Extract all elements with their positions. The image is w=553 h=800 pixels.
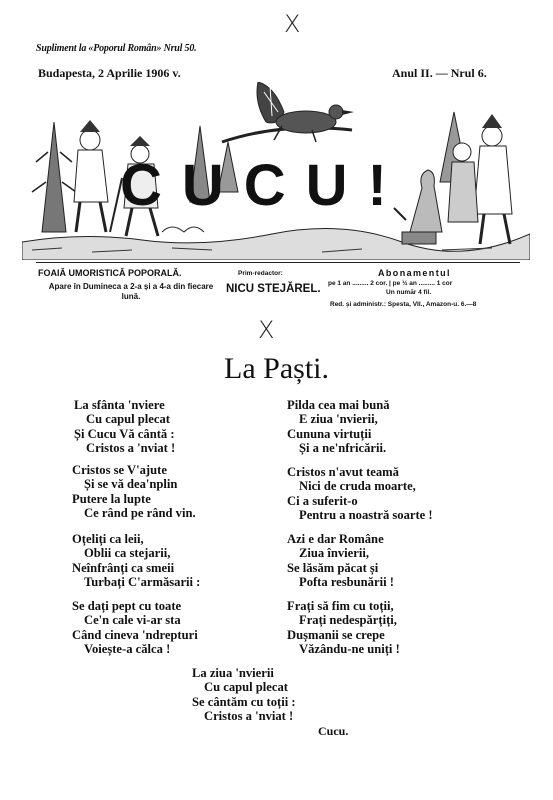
handwritten-x-mark-top: X: [284, 10, 301, 38]
single-issue-price: Un număr 4 fil.: [386, 289, 432, 296]
poem-line: Oblii ca stejarii,: [84, 546, 171, 561]
poem-line: Putere la lupte: [72, 491, 151, 506]
poem-line: Neînfrânți ca smeii: [72, 560, 175, 575]
poem-line: Văzându-ne uniți !: [299, 642, 400, 657]
cuckoo-bird-drawing: [222, 82, 354, 142]
right-stanza-4: [287, 599, 400, 657]
poem-line: Ziua învierii,: [299, 546, 369, 561]
tagline: FOAIĂ UMORISTICĂ POPORALĂ.: [38, 268, 182, 278]
masthead-title: CUCU!: [120, 153, 407, 218]
subscription-title: Abonamentul: [378, 268, 451, 278]
poem-line: Cununa virtuții: [287, 426, 372, 441]
poem-line: Cristos a 'nviat !: [86, 441, 176, 456]
issue-line: Anul II. — Nrul 6.: [392, 66, 487, 80]
poem-line: Turbați C'armăsarii :: [84, 575, 201, 590]
poem-line: Dușmanii se crepe: [287, 627, 385, 642]
editor-label: Prim-redactor:: [238, 270, 283, 277]
poem-line: Nici de cruda moarte,: [299, 479, 416, 494]
poem-signature: Cucu.: [318, 724, 349, 738]
poem-line: Și se vă dea'nplin: [84, 477, 178, 492]
poem-line: Pofta resbunării !: [299, 575, 394, 590]
poem-line: Și a ne'nfricării.: [299, 441, 387, 456]
poem-line: Se lăsăm păcat și: [287, 560, 379, 575]
poem-line: La sfânta 'nviere: [74, 398, 165, 412]
poem-line: Cu capul plecat: [86, 412, 170, 427]
editor-name: NICU STEJĂREL.: [226, 283, 321, 295]
poem-line: E ziua 'nvierii,: [299, 412, 378, 427]
editorial-address: Red. și administr.: Spesta, VII., Amazon-u. 6.—8: [330, 301, 477, 308]
poem-line: Voiește-a călca !: [84, 642, 171, 657]
right-stanza-3: [287, 532, 394, 590]
peasant-figures-right: [394, 112, 512, 244]
poem-title: La Paști.: [224, 352, 329, 385]
left-stanza-3: [72, 532, 200, 590]
poem-line: Cristos n'avut teamă: [287, 465, 399, 479]
poem-line: Se cântăm cu toții :: [192, 694, 296, 709]
poem-line: Pentru a noastră soarte !: [299, 508, 433, 523]
left-stanza-2: [72, 463, 196, 521]
poem-line: Cristos se V'ajute: [72, 463, 167, 477]
poem-line: Cristos a 'nviat !: [204, 709, 294, 724]
poem-line: Cu capul plecat: [204, 680, 288, 695]
publication-schedule: Apare în Dumineca a 2-a și a 4-a din fiecare lună.: [48, 282, 214, 301]
supplement-line: Supliment la «Poporul Român» Nrul 50.: [36, 43, 197, 54]
final-stanza: [192, 666, 296, 724]
left-stanza-1: [74, 398, 175, 456]
poem-line: Ci a suferit-o: [287, 493, 358, 508]
poem-line: Frați nedespărțiți,: [299, 613, 397, 628]
left-stanza-4: [72, 599, 198, 657]
poem-line: Ce rând pe rând vin.: [84, 506, 196, 521]
right-stanza-1: [287, 398, 390, 456]
poem-line: Se dați pept cu toate: [72, 599, 182, 613]
poem-line: Pilda cea mai bună: [287, 398, 390, 412]
right-stanza-2: [287, 465, 433, 523]
poem-line: Și Cucu Vă cântă :: [74, 426, 175, 441]
poem-line: Ce'n cale vi-ar sta: [84, 613, 181, 628]
masthead-rule: [36, 262, 520, 263]
poem-line: Frați să fim cu toții,: [287, 599, 394, 613]
handwritten-x-mark-middle: X: [258, 316, 275, 344]
poem-line: La ziua 'nvierii: [192, 666, 274, 680]
poem-line: Oțeliți ca leii,: [72, 532, 144, 546]
date-line: Budapesta, 2 Aprilie 1906 v.: [38, 66, 181, 80]
subscription-prices: pe 1 an ......... 2 cor. | pe ½ an ......... 1 cor: [328, 280, 453, 287]
masthead-illustration: [22, 82, 530, 260]
poem-line: Când cineva 'ndrepturi: [72, 627, 198, 642]
poem-line: Azi e dar Române: [287, 532, 384, 546]
